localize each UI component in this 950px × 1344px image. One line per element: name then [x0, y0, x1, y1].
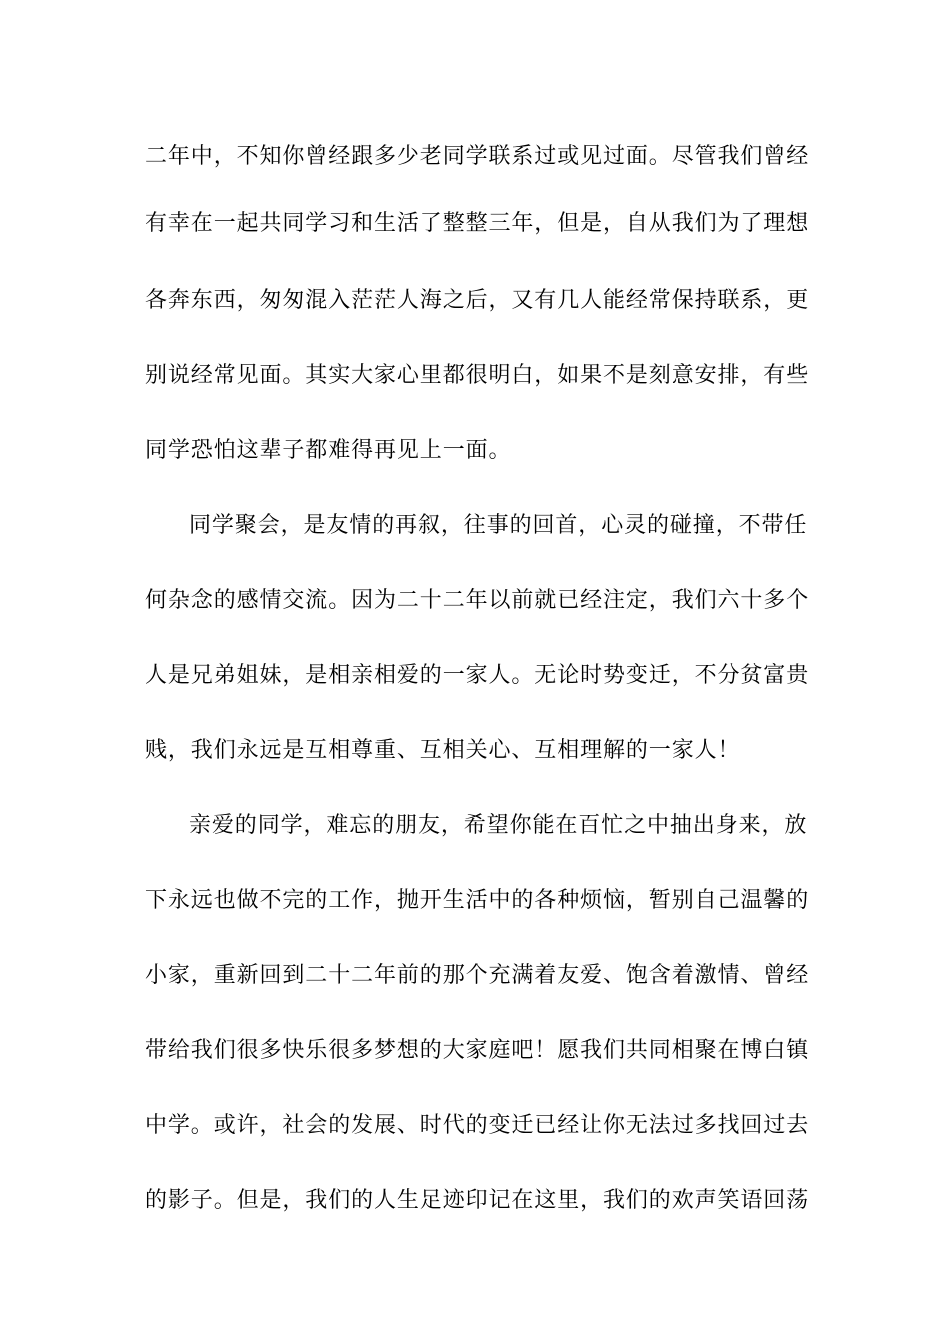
text-line: 何杂念的感情交流。因为二十二年以前就已经注定，我们六十多个 [145, 588, 810, 613]
text-line: 人是兄弟姐妹，是相亲相爱的一家人。无论时势变迁，不分贫富贵 [145, 663, 810, 688]
text-line: 下永远也做不完的工作，抛开生活中的各种烦恼，暂别自己温馨的 [145, 888, 810, 913]
paragraph-first-line: 同学聚会，是友情的再叙，往事的回首，心灵的碰撞，不带任 [189, 513, 808, 538]
paragraph-first-line: 亲爱的同学，难忘的朋友，希望你能在百忙之中抽出身来，放 [189, 813, 808, 838]
text-line: 贱，我们永远是互相尊重、互相关心、互相理解的一家人！ [145, 738, 741, 763]
text-line: 同学恐怕这辈子都难得再见上一面。 [145, 438, 512, 463]
text-line: 别说经常见面。其实大家心里都很明白，如果不是刻意安排，有些 [145, 363, 810, 388]
text-line: 二年中，不知你曾经跟多少老同学联系过或见过面。尽管我们曾经 [145, 144, 810, 169]
text-line: 小家，重新回到二十二年前的那个充满着友爱、饱含着激情、曾经 [145, 963, 810, 988]
text-line: 的影子。但是，我们的人生足迹印记在这里，我们的欢声笑语回荡 [145, 1188, 810, 1213]
text-line: 中学。或许，社会的发展、时代的变迁已经让你无法过多找回过去 [145, 1113, 810, 1138]
text-line: 带给我们很多快乐很多梦想的大家庭吧！愿我们共同相聚在博白镇 [145, 1038, 810, 1063]
text-line: 各奔东西，匆匆混入茫茫人海之后，又有几人能经常保持联系，更 [145, 288, 810, 313]
text-line: 有幸在一起共同学习和生活了整整三年，但是，自从我们为了理想 [145, 211, 810, 236]
